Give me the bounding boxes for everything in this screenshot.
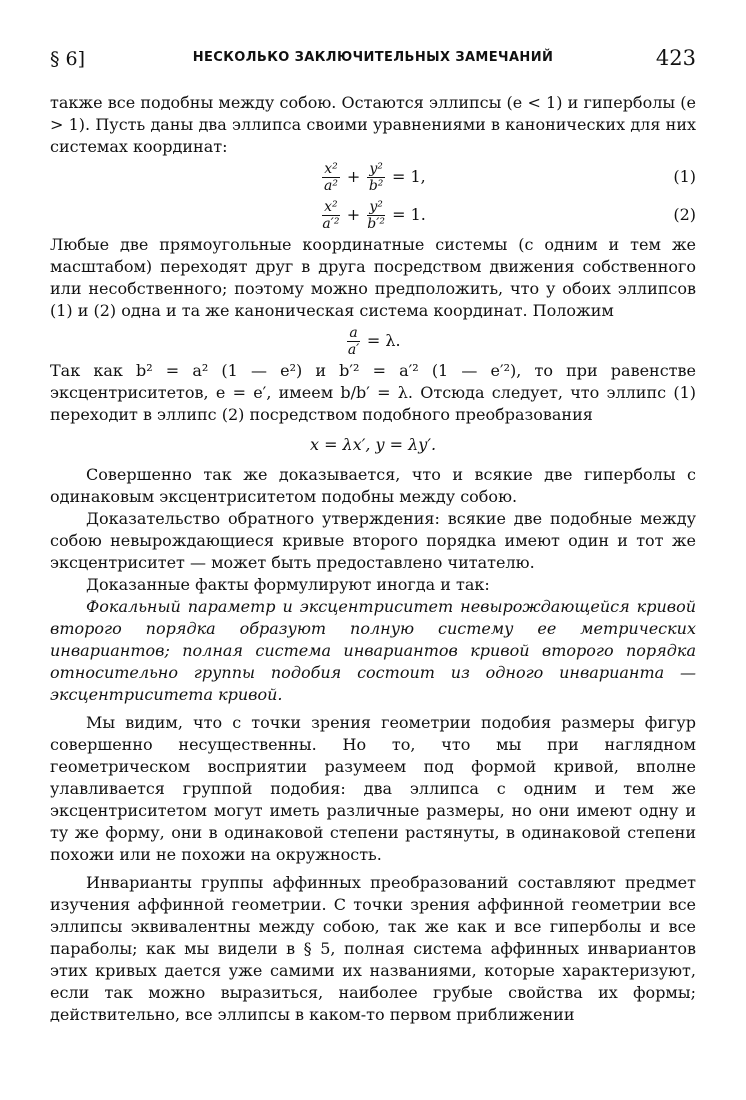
- eq3-num: a: [349, 325, 358, 341]
- equation-3: [50, 322, 696, 360]
- equation-1: [50, 158, 696, 196]
- paragraph-2: Любые две прямоугольные координатные системы (с одним и тем же масштабом) переходят друг в друга посредством движения собственного или несобственного; поэтому можно предположить, что у обоих эллипсов (1) и (2) одна и та же каноническая система координат. Положим: [50, 235, 696, 320]
- paragraph-9: Инварианты группы аффинных преобразований составляют предмет изучения аффинной геометрии. С точки зрения аффинной геометрии все эллипсы эквивалентны между собою, так же как и все гиперболы и все параболы; как мы видели в § 5, полная система аффинных инвариантов этих кривых дается уже самими их названиями, которые характеризуют, если так можно выразиться, наиболее грубые свойства их формы; действительно, все эллипсы в каком-то первом приближении: [50, 873, 696, 1024]
- eq1-plus: +: [341, 167, 366, 186]
- paragraph-8: Мы видим, что с точки зрения геометрии подобия размеры фигур совершенно несущественны. Но то, что мы при наглядном геометрическом восприятии разумеем под формой кривой, вполне улавливается группой подобия: два эллипса с одним и тем же эксцентриситетом могут иметь различные размеры, но они имеют одну и ту же форму, они в одинаковой степени растянуты, в одинаковой степени похожи или не похожи на окружность.: [50, 713, 696, 864]
- equation-4: [50, 426, 696, 464]
- eq2-den-b: b′²: [367, 216, 385, 232]
- paragraph-3: Так как b² = a² (1 — e²) и b′² = a′² (1 — e′²), то при равенстве эксцентриситетов, e = e′, имеем b/b′ = λ. Отсюда следует, что эллипс (1) переходит в эллипс (2) посредством подобного преобразования: [50, 361, 696, 424]
- eq1-den-a: a²: [324, 178, 338, 194]
- eq3-rhs: = λ.: [361, 331, 401, 350]
- running-header: [50, 40, 696, 80]
- eq2-den-a: a′²: [322, 216, 340, 232]
- paragraph-5: Доказательство обратного утверждения: всякие две подобные между собою невырождающиеся кривые второго порядка имеют один и тот же эксцентриситет — может быть предоставлено читателю.: [50, 509, 696, 572]
- running-title: НЕСКОЛЬКО ЗАКЛЮЧИТЕЛЬНЫХ ЗАМЕЧАНИЙ: [192, 50, 554, 65]
- eq2-num-y: y²: [367, 199, 385, 216]
- eq2-num-x: x²: [324, 199, 338, 215]
- paragraph-7-italic-statement: Фокальный параметр и эксцентриситет невырождающейся кривой второго порядка образуют полную систему ее метрических инвариантов; полная система инвариантов кривой второго порядка относительно группы подобия состоит из одного инварианта — эксцентриситета кривой.: [50, 597, 696, 704]
- page-number: 423: [655, 46, 696, 70]
- eq4-formula: x = λx′, y = λy′.: [309, 435, 437, 454]
- equation-1-number: (1): [673, 167, 696, 186]
- equation-2: [50, 196, 696, 234]
- paragraph-1: также все подобны между собою. Остаются эллипсы (e < 1) и гиперболы (e > 1). Пусть даны два эллипса своими уравнениями в канонических для них системах координат:: [50, 93, 696, 156]
- eq1-num-x: x²: [324, 161, 338, 177]
- paragraph-6: Доказанные факты формулируют иногда и так:: [86, 575, 490, 594]
- eq1-rhs: = 1,: [386, 167, 426, 186]
- eq1-num-y: y²: [369, 161, 383, 177]
- eq3-den: a′: [347, 342, 360, 358]
- page-body: [50, 92, 696, 1026]
- eq2-rhs: = 1.: [387, 205, 426, 224]
- eq1-den-b: b²: [368, 178, 384, 194]
- paragraph-4: Совершенно так же доказывается, что и всякие две гиперболы с одинаковым эксцентриситетом подобны между собою.: [50, 465, 696, 506]
- equation-2-number: (2): [673, 205, 696, 224]
- section-marker: § 6]: [50, 48, 86, 70]
- eq2-plus: +: [341, 205, 366, 224]
